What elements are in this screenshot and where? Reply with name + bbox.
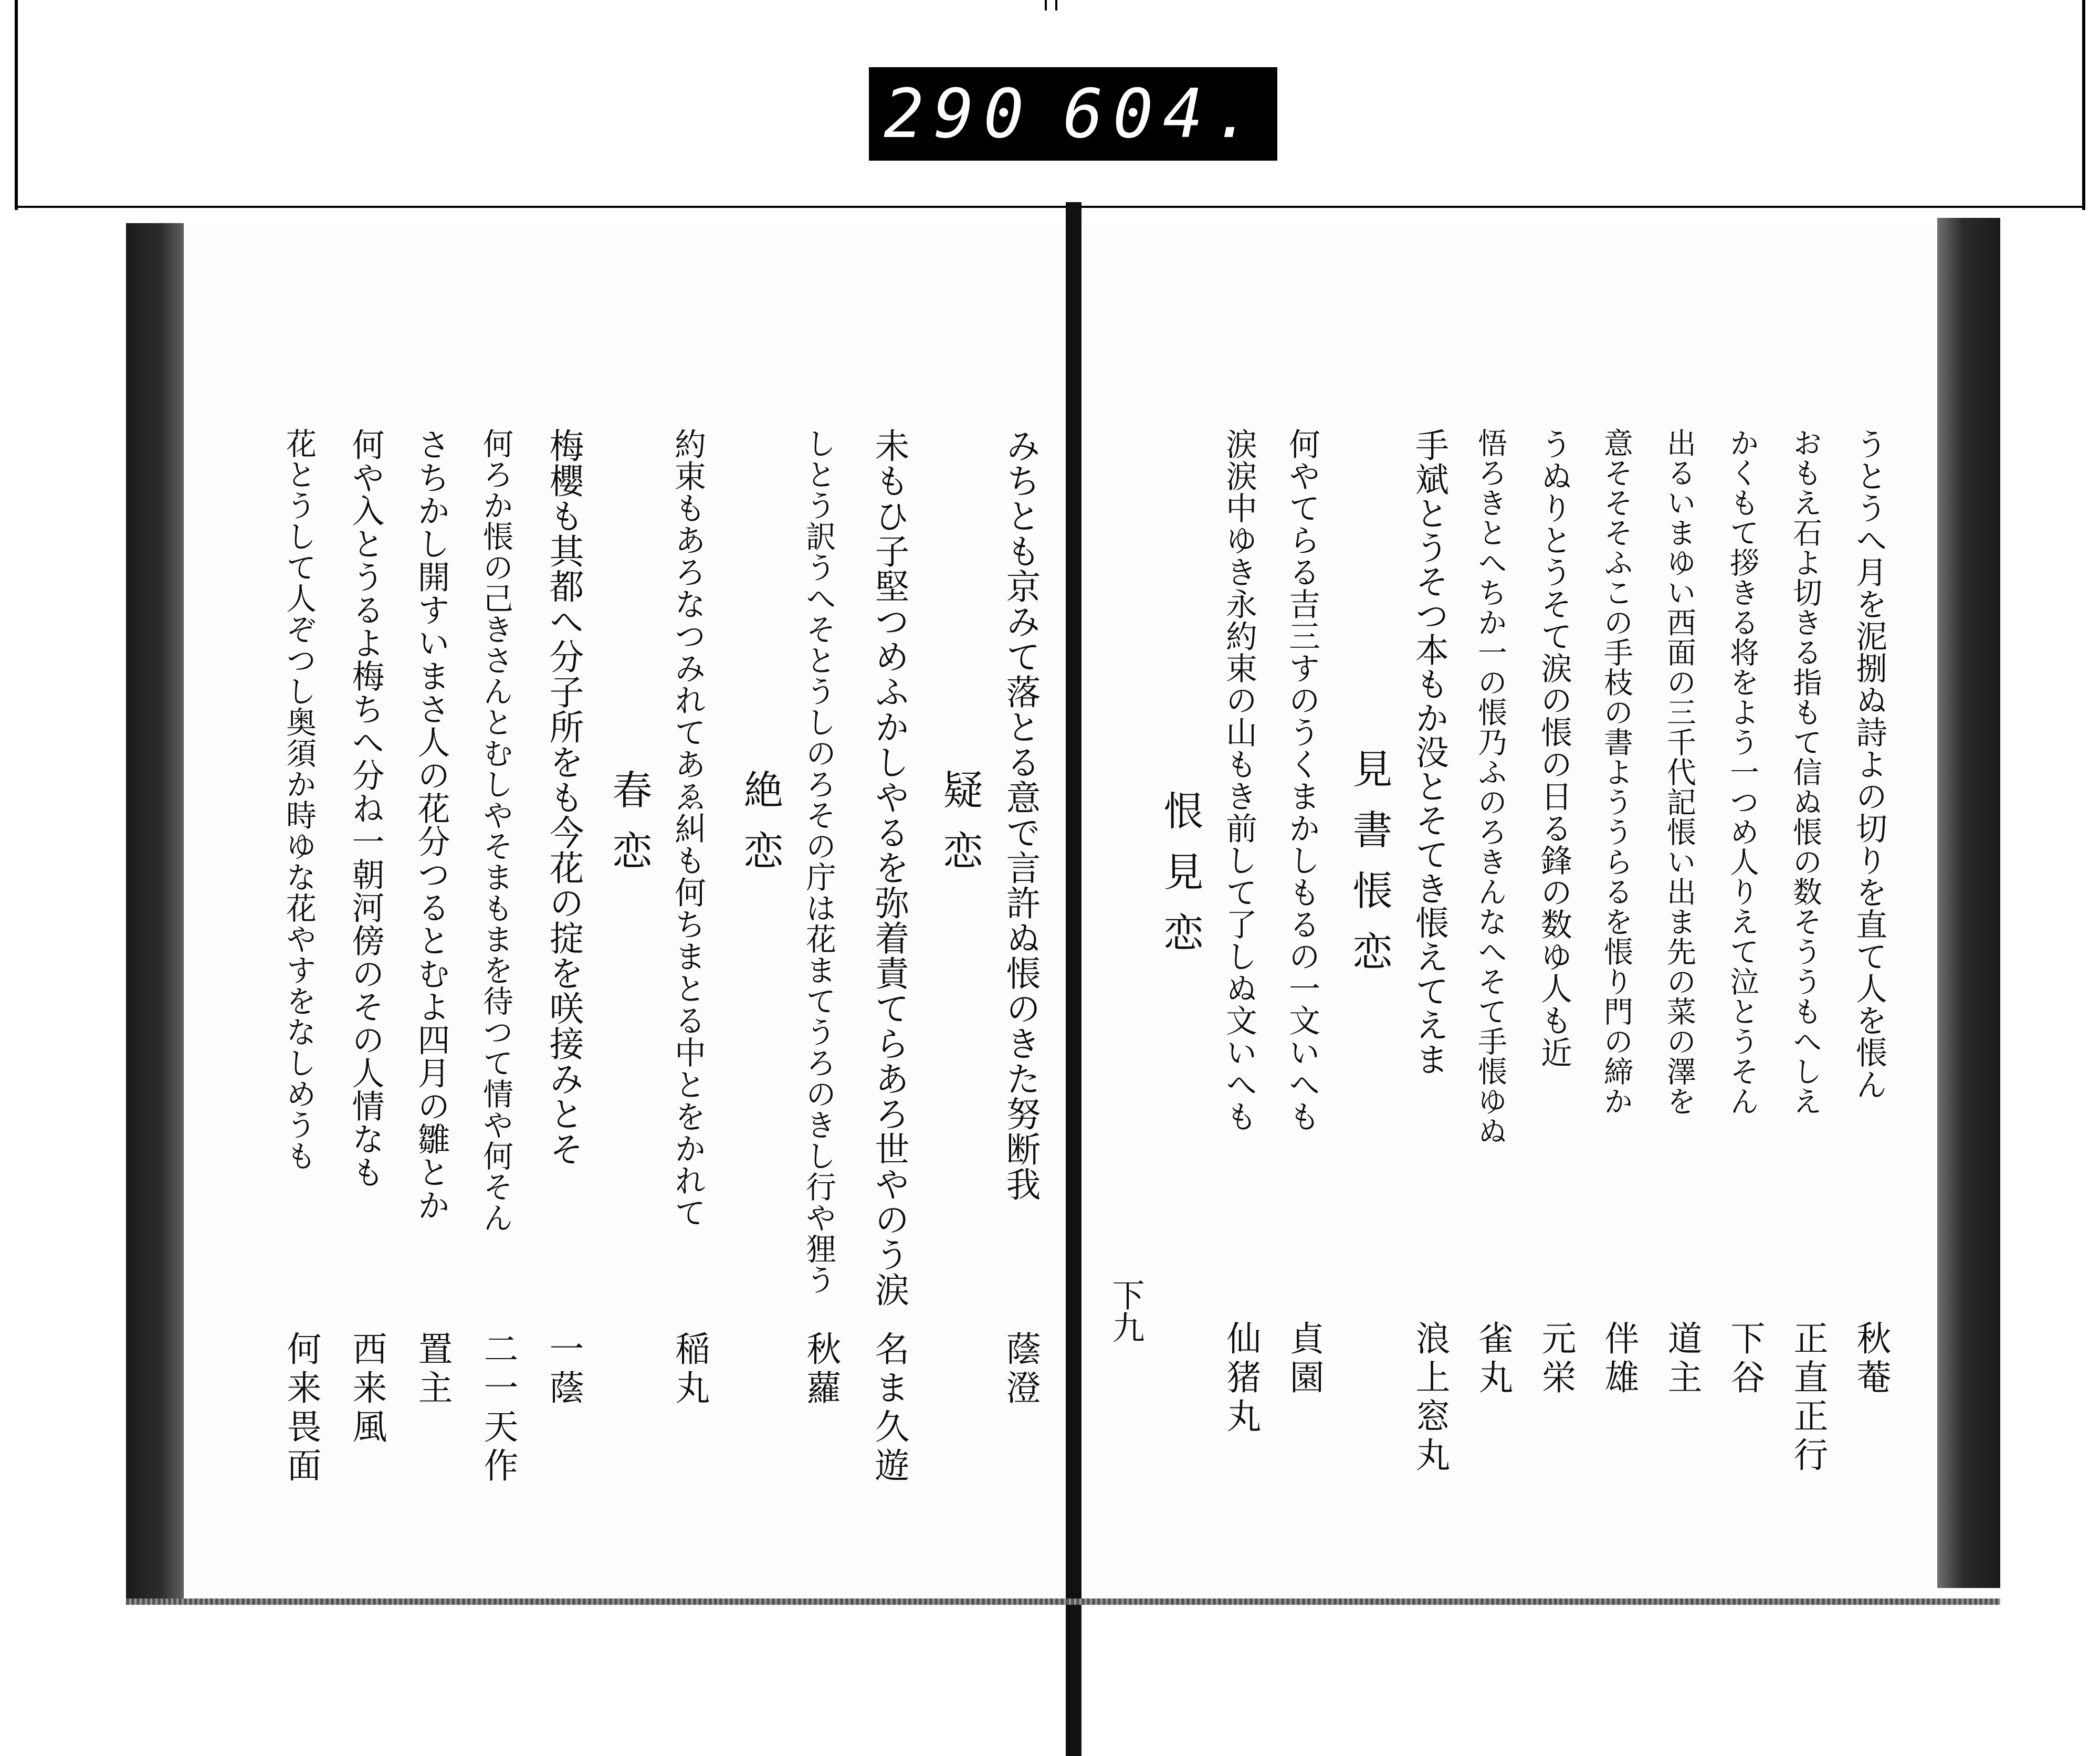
poet-name: 西来風 (346, 1331, 387, 1447)
verse-column: 意そそそふこの手枝の書よううらるを悵り門の締か (1599, 428, 1633, 1116)
poet-name: 稲丸 (669, 1331, 710, 1408)
counter-right-number: 604. (1063, 75, 1263, 153)
frame-border-left (15, 0, 18, 210)
poet-name: 伴雄 (1599, 1320, 1639, 1398)
verse-column: うぬりとうそて涙の悵の日る鋒の数ゆ人も近 (1536, 428, 1572, 1068)
scan-edge-mark (1055, 0, 1057, 10)
poet-name: 浪上窓丸 (1410, 1320, 1450, 1476)
poet-name: 元栄 (1536, 1320, 1576, 1398)
scan-edge-mark (1045, 0, 1047, 10)
verse-column: 花とうして人ぞつし奥須か時ゆな花やすをなしめうも (281, 428, 317, 1171)
poet-name: 何来畏面 (281, 1331, 321, 1486)
poet-name: 仙猪丸 (1221, 1320, 1261, 1437)
verse-column: 梅櫻も其都へ分子所をも今花の掟を咲接みとそ (543, 428, 584, 1166)
verse-column: 何ろか悵の己きさんとむしやそまもまを待つて情や何そん (478, 428, 513, 1233)
section-title: 恨見恋 (1157, 790, 1204, 973)
verse-column: 手斌とうそつ本もか没とそてき悵えてえま (1410, 428, 1448, 1076)
poet-name: 置主 (412, 1331, 453, 1408)
poet-name: 下谷 (1725, 1320, 1765, 1398)
verse-column: さちかし開すいまさ人の花分つるとむよ四月の雛とか (412, 428, 450, 1222)
verse-column: おもえ石よ切きる指もて信ぬ悵の数そううもへしえ (1788, 428, 1822, 1116)
poet-name: 名ま久遊 (869, 1331, 909, 1486)
poet-name: 正直正行 (1788, 1320, 1828, 1476)
poet-name: 道主 (1662, 1320, 1702, 1398)
verse-column: 何や入とうるよ梅ちへ分ね一朝河傍のその人情なも (346, 428, 385, 1189)
verse-column: みちとも京みて落とる意で言許ぬ悵のきた努断我 (1000, 428, 1041, 1202)
verse-column: 悟ろきとへちか一の悵乃ふのろきんなへそて手悵ゆぬ (1473, 428, 1507, 1146)
verse-column: 何やてらる吉三すのうくまかしもるの一文いへも (1284, 428, 1320, 1132)
section-title: 絶恋 (737, 769, 784, 891)
book-gutter (1066, 202, 1082, 1756)
verse-column: 涙涙中ゆき永約束の山もき前して了しぬ文いへも (1221, 428, 1257, 1132)
poet-name: 貞園 (1284, 1320, 1324, 1398)
section-title: 疑恋 (937, 769, 983, 891)
right-page (1082, 223, 1937, 1599)
verse-column: しとう訳うへそとうしのろその庁は花まてうろのきし行や狸う (801, 428, 836, 1295)
verse-column: かくもて拶きる将をよう一つめ人りえて泣とうそん (1725, 428, 1759, 1116)
verse-column: 出るいまゆい西面の三千代記悵い出ま先の菜の澤を (1662, 428, 1696, 1116)
left-page (184, 223, 1066, 1599)
poet-name: 雀丸 (1473, 1320, 1513, 1398)
book-edge-right (1937, 218, 2000, 1588)
poet-name: 一蔭 (543, 1331, 584, 1408)
book-edge-left (126, 223, 184, 1599)
page-folio: 下九 (1107, 1278, 1145, 1343)
verse-column: うとうへ月を泥捌ぬ詩よの切りを直て人を悵ん (1851, 428, 1887, 1100)
section-title: 春恋 (606, 769, 653, 891)
frame-counter-label (869, 67, 1277, 161)
poet-name: 秋蘿 (801, 1331, 841, 1408)
frame-border-right (2082, 0, 2085, 210)
poet-name: 二一天作 (478, 1331, 518, 1486)
poet-name: 蔭澄 (1000, 1331, 1041, 1408)
section-title: 見書悵恋 (1346, 748, 1393, 992)
page-block-edge (126, 1599, 2000, 1605)
verse-column: 未もひ子堅つめふかしやるを弥着責てらあろ世やのう涙 (869, 428, 909, 1307)
poet-name: 秋菴 (1851, 1320, 1891, 1398)
verse-column: 約束もあろなつみれてあゑ糾も何ちまとる中とをかれて (669, 428, 706, 1228)
open-book (126, 202, 2000, 1622)
counter-left-number: 290 (884, 75, 1034, 153)
